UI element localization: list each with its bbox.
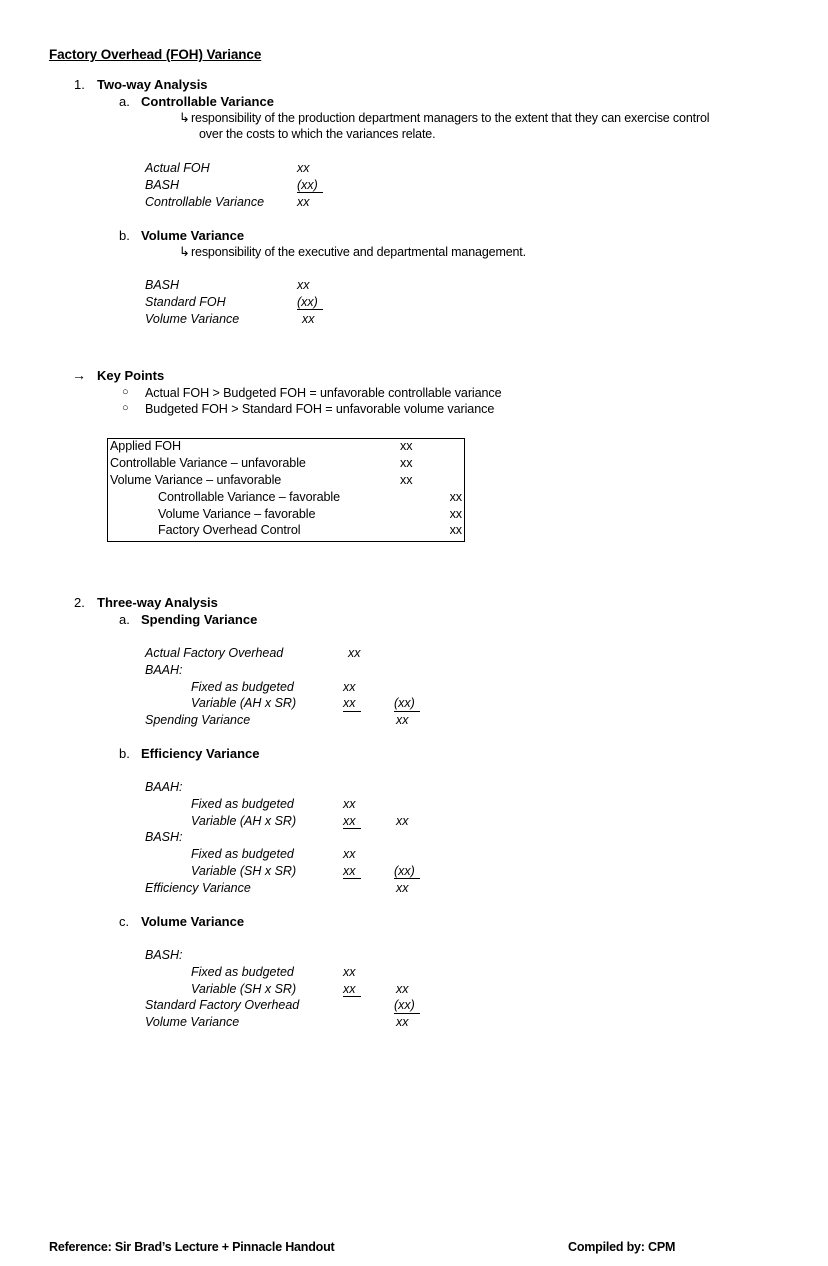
ledger-label: Variable (AH x SR) — [191, 813, 297, 828]
ledger-label: Controllable Variance — [145, 194, 265, 209]
entry-value: xx — [400, 455, 413, 470]
ledger-label: Efficiency Variance — [145, 880, 251, 895]
circle-outline-bullet-icon: ○ — [122, 402, 129, 414]
item-2c-letter: c. — [119, 914, 130, 929]
corner-down-right-arrow-icon: ↳ — [179, 244, 190, 259]
table-row — [108, 523, 464, 540]
entry-label: Factory Overhead Control — [158, 523, 301, 538]
ledger-value: xx — [343, 865, 361, 879]
ledger-label: BASH — [145, 278, 180, 292]
ledger-value: xx — [396, 713, 409, 728]
ledger-label: BASH: — [145, 830, 183, 845]
ledger-value: xx — [348, 646, 361, 660]
ledger-value: xx — [396, 813, 409, 828]
ledger-value: xx — [302, 311, 315, 326]
ledger-value: xx — [343, 796, 356, 811]
page-title: Factory Overhead (FOH) Variance — [49, 47, 262, 62]
section-1-number: 1. — [74, 77, 85, 92]
ledger-label: BASH: — [145, 948, 183, 962]
ledger-label: Actual FOH — [145, 161, 210, 175]
item-1a-description-line-1: responsibility of the production department managers to the extent that they can exercise control — [191, 111, 710, 125]
item-1b-heading: Volume Variance — [141, 228, 245, 243]
entry-value: xx — [400, 472, 413, 487]
ledger-value: xx — [343, 847, 356, 862]
ledger-value: (xx) — [297, 296, 323, 310]
ledger-label: BASH — [145, 177, 180, 192]
entry-value: xx — [449, 523, 462, 538]
item-2b-heading: Efficiency Variance — [141, 746, 260, 761]
item-1a-letter: a. — [119, 94, 130, 109]
item-1a-description-line-2: over the costs to which the variances relate. — [199, 127, 436, 141]
ledger-label: Standard Factory Overhead — [145, 998, 300, 1013]
table-row — [108, 490, 464, 507]
item-2a-heading: Spending Variance — [141, 612, 258, 627]
table-row — [108, 473, 464, 490]
ledger-value: xx — [343, 697, 361, 711]
entry-value: xx — [449, 506, 462, 521]
ledger-label: BAAH: — [145, 780, 183, 794]
ledger-label: Variable (SH x SR) — [191, 863, 297, 878]
entry-label: Volume Variance – favorable — [158, 506, 316, 521]
corner-down-right-arrow-icon: ↳ — [179, 110, 190, 125]
section-2-heading: Three-way Analysis — [97, 595, 218, 610]
item-2b-letter: b. — [119, 746, 130, 761]
ledger-value: xx — [343, 983, 361, 997]
ledger-label: Fixed as budgeted — [191, 796, 294, 811]
ledger-value: (xx) — [297, 179, 323, 193]
table-row — [108, 507, 464, 524]
entry-label: Applied FOH — [110, 439, 181, 453]
ledger-label: Variable (AH x SR) — [191, 696, 297, 711]
ledger-value: (xx) — [394, 865, 420, 879]
ledger-value: xx — [396, 880, 409, 895]
ledger-value: xx — [343, 679, 356, 694]
ledger-value: (xx) — [394, 697, 420, 711]
key-point-item: Budgeted FOH > Standard FOH = unfavorable volume variance — [145, 402, 495, 416]
ledger-label: Spending Variance — [145, 713, 251, 728]
ledger-label: Volume Variance — [145, 311, 240, 326]
ledger-value: xx — [297, 278, 310, 292]
ledger-label: Actual Factory Overhead — [145, 646, 284, 660]
item-2a-letter: a. — [119, 612, 130, 627]
entry-value: xx — [449, 489, 462, 504]
item-1b-letter: b. — [119, 228, 130, 243]
footer-reference: Reference: Sir Brad’s Lecture + Pinnacle Handout — [49, 1240, 335, 1254]
ledger-label: Standard FOH — [145, 294, 226, 309]
entry-value: xx — [400, 439, 413, 453]
ledger-label: BAAH: — [145, 662, 183, 677]
ledger-value: xx — [343, 815, 361, 829]
section-2-number: 2. — [74, 595, 85, 610]
ledger-value: (xx) — [394, 999, 420, 1013]
foh-control-entry-box — [107, 438, 465, 542]
entry-label: Controllable Variance – unfavorable — [110, 455, 306, 470]
entry-label: Volume Variance – unfavorable — [110, 472, 282, 487]
item-2c-heading: Volume Variance — [141, 914, 245, 929]
section-1-heading: Two-way Analysis — [97, 77, 208, 92]
ledger-label: Variable (SH x SR) — [191, 981, 297, 996]
item-1a-heading: Controllable Variance — [141, 94, 274, 109]
right-arrow-icon: → — [72, 367, 86, 383]
ledger-value: xx — [343, 964, 356, 979]
item-1b-description-line-1: responsibility of the executive and departmental management. — [191, 245, 526, 259]
key-points-heading: Key Points — [97, 368, 165, 383]
table-row — [108, 439, 464, 456]
ledger-value: xx — [396, 981, 409, 996]
key-point-item: Actual FOH > Budgeted FOH = unfavorable controllable variance — [145, 386, 502, 400]
ledger-label: Fixed as budgeted — [191, 847, 294, 862]
ledger-label: Fixed as budgeted — [191, 964, 294, 979]
entry-label: Controllable Variance – favorable — [158, 489, 340, 504]
ledger-label: Fixed as budgeted — [191, 679, 294, 694]
footer-compiled-by: Compiled by: CPM — [568, 1240, 676, 1254]
table-row — [108, 456, 464, 473]
ledger-value: xx — [297, 194, 310, 209]
ledger-value: xx — [396, 1015, 409, 1030]
circle-outline-bullet-icon: ○ — [122, 386, 129, 398]
ledger-value: xx — [297, 161, 310, 175]
ledger-label: Volume Variance — [145, 1015, 240, 1030]
